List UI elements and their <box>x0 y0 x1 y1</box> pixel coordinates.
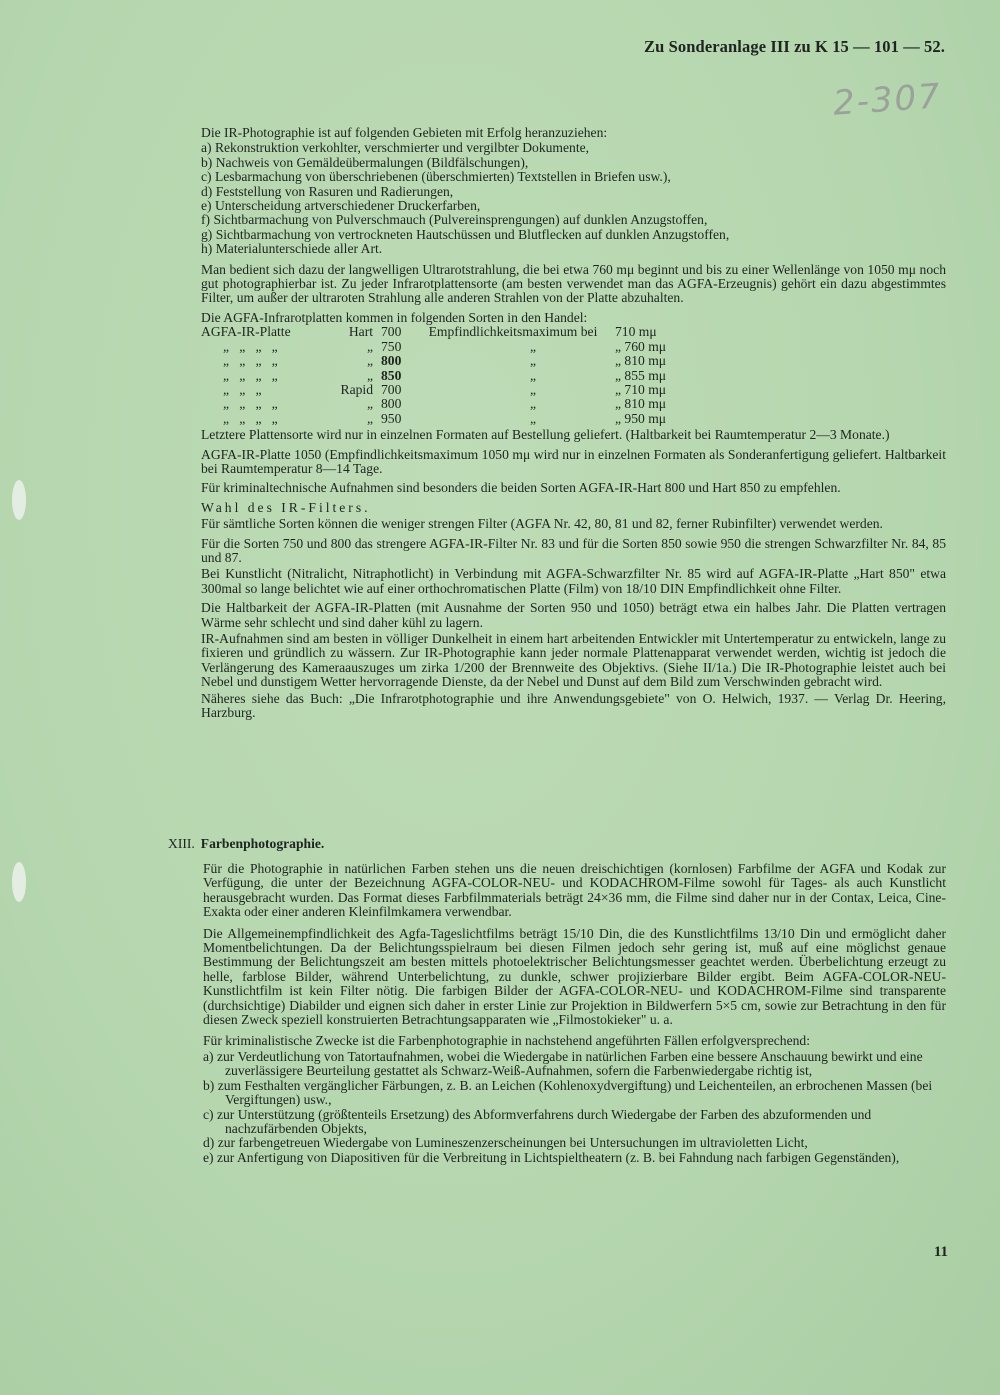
punch-hole <box>12 862 26 902</box>
list-item: c) zur Unterstützung (größtenteils Ersetzung) des Abformverfahrens durch Wiedergabe der Farben des abzuformenden und nachzufärbenden Objekts, <box>203 1106 872 1136</box>
punch-hole <box>12 480 26 520</box>
section-title: Farbenphotographie. <box>200 836 325 851</box>
list-item: h) Materialunterschiede aller Art. <box>201 241 383 257</box>
table-row: „ „ „ Rapid 700 „ „ 710 mμ <box>223 381 667 397</box>
paragraph: Die Haltbarkeit der AGFA-IR-Platten (mit Ausnahme der Sorten 950 und 1050) beträgt etwa ein halbes Jahr. Die Platten vertragen Wärme sehr schlecht und sind daher kühl zu lagern. <box>201 600 946 630</box>
subheading: Wahl des IR-Filters. <box>201 499 371 515</box>
list-item: b) zum Festhalten vergänglicher Färbungen, z. B. an Leichen (Kohlenoxydvergiftung) und Leichenteilen, an erbrochenen Massen (bei Vergiftungen) usw., <box>203 1077 933 1108</box>
paragraph: Man bedient sich dazu der langwelligen Ultrarotstrahlung, die bei etwa 760 mμ beginnt und bis zu einer Wellenlänge von 1050 mμ noch gut photographierbar ist. Zu jeder Infrarotplattensorte (am besten verwendet man das AGFA-Erzeugnis) gehört ein dazu abgestimmtes Filter, um außer der ultraroten Strahlung alle anderen Strahlen von der Platte abzuhalten. <box>201 261 946 306</box>
list-item: c) Lesbarmachung von überschriebenen (überschmierten) Textstellen in Briefen usw.), <box>201 169 671 185</box>
list-item: f) Sichtbarmachung von Pulverschmauch (Pulvereinsprengungen) auf dunklen Anzugstoffen, <box>201 212 708 228</box>
fields-list <box>201 141 946 256</box>
list-item: a) zur Verdeutlichung von Tatortaufnahmen, wobei die Wiedergabe in natürlichen Farben eine bessere Anschauung bewirkt und eine zuverlässigere Beurteilung gestattet als Schwarz-Weiß-Aufnahmen, sofern die Farbenwiedergabe richtig ist, <box>203 1048 923 1079</box>
section-number: XIII. <box>168 836 195 851</box>
page-header: Zu Sonderanlage III zu K 15 — 101 — 52. <box>644 37 945 56</box>
paragraph: IR-Aufnahmen sind am besten in völliger Dunkelheit in einem hart arbeitenden Entwickler mit Untertemperatur zu entwickeln, lange zu fixieren und gründlich zu wässern. Zur IR-Photographie kann jeder normale Plattenapparat verwendet werden, wichtig ist jedoch die Verlängerung des Kameraauszuges um zirka 1/200 der Brennweite des Objektivs. (Siehe II/1a.) Die IR-Photographie leistet auch bei Nebel und dunstigem Wetter hervorragende Dienste, da der Nebel und Dunst auf dem Bild zum Verschwinden gebracht wird. <box>201 631 946 690</box>
table-row: „ „ „ „ „ 750 „ „ 760 mμ <box>223 338 667 354</box>
paragraph: Die Allgemeinempfindlichkeit des Agfa-Tageslichtfilms beträgt 15/10 Din, die des Kunstlichtfilms 13/10 Din und ermöglicht daher Momentbelichtungen. Da der Belichtungsspielraum bei diesen Filmen jedoch sehr gering ist, muß auf eine möglichst genaue Bestimmung der Belichtungszeit am besten mittels photoelektrischer Belichtungsmesser geachtet werden. Überbelichtung erzeugt zu helle, farblose Bilder, während Unterbelichtung, zu dunkle, schwer projizierbare Bilder ergibt. Beim AGFA-COLOR-NEU-Kunstlichtfilm ist kein Filter nötig. Die farbigen Bilder der AGFA-COLOR-NEU- und KODACHROM-Filme sind transparente (durchsichtige) Diabilder und eignen sich daher in erster Linie zur Projektion in Bildwerfern 5×5 cm, sowie zur Betrachtung in den für diesen Zweck speziell konstruierten Betrachtungsapparaten wie „Filmostokieker" u. a. <box>203 925 946 1028</box>
paragraph: Für kriminalistische Zwecke ist die Farbenphotographie in nachstehend angeführten Fällen erfolgversprechend: <box>203 1033 810 1049</box>
paragraph: Bei Kunstlicht (Nitralicht, Nitraphotlicht) in Verbindung mit AGFA-Schwarzfilter Nr. 85 wird auf AGFA-IR-Platte „Hart 850" etwa 300mal so lange belichtet wie auf einer orthochromatischen Platte (Film) von 18/10 DIN Empfindlichkeit ohne Filter. <box>201 566 946 596</box>
plates-intro: Die AGFA-Infrarotplatten kommen in folgenden Sorten in den Handel: <box>201 309 588 325</box>
paragraph: Für kriminaltechnische Aufnahmen sind besonders die beiden Sorten AGFA-IR-Hart 800 und Hart 850 zu empfehlen. <box>201 480 841 496</box>
color-section <box>203 862 946 1171</box>
list-item: g) Sichtbarmachung von vertrockneten Hautschüssen und Blutflecken auf dunklen Anzugstoffen, <box>201 226 730 242</box>
paragraph: Für sämtliche Sorten können die weniger strengen Filter (AGFA Nr. 42, 80, 81 und 82, ferner Rubinfilter) verwendet werden. <box>201 516 883 532</box>
paragraph: AGFA-IR-Platte 1050 (Empfindlichkeitsmaximum 1050 mμ wird nur in einzelnen Formaten als Sonderanfertigung geliefert. Haltbarkeit bei Raumtemperatur 8—14 Tage. <box>201 446 946 476</box>
table-row: „ „ „ „ „ 950 „ „ 950 mμ <box>223 410 667 426</box>
list-item: e) Unterscheidung artverschiedener Druckerfarben, <box>201 198 481 214</box>
page-number: 11 <box>933 1244 948 1260</box>
table-row: „ „ „ „ „ 800 „ „ 810 mμ <box>223 353 667 369</box>
intro-line: Die IR-Photographie ist auf folgenden Gebieten mit Erfolg heranzuziehen: <box>201 125 608 140</box>
paragraph: Für die Sorten 750 und 800 das strengere AGFA-IR-Filter Nr. 83 und für die Sorten 850 sowie 950 die strengen Schwarzfilter Nr. 84, 85 und 87. <box>201 535 946 565</box>
plates-table <box>201 325 666 426</box>
uses-list <box>203 1050 946 1165</box>
list-item: d) zur farbengetreuen Wiedergabe von Lumineszenzerscheinungen bei Untersuchungen im ultravioletten Licht, <box>203 1135 808 1151</box>
handwritten-stamp: 2-307 <box>831 76 944 124</box>
ir-section <box>201 126 946 725</box>
list-item: d) Feststellung von Rasuren und Radierungen, <box>201 183 454 199</box>
paragraph: Näheres siehe das Buch: „Die Infrarotphotographie und ihre Anwendungsgebiete" von O. Helwich, 1937. — Verlag Dr. Heering, Harzburg. <box>201 690 946 721</box>
list-item: b) Nachweis von Gemäldeübermalungen (Bildfälschungen), <box>201 154 529 170</box>
list-item: a) Rekonstruktion verkohlter, verschmierter und vergilbter Dokumente, <box>201 140 590 156</box>
paragraph: Für die Photographie in natürlichen Farben stehen uns die neuen dreischichtigen (kornlosen) Farbfilme der AGFA und Kodak zur Verfügung, die unter der Bezeichnung AGFA-COLOR-NEU- und KODACHROM-Filme sowohl für Tages- als auch Kunstlicht herausgebracht wurden. Das Format dieses Farbfilmmaterials beträgt 24×36 mm, die Filme sind daher nur in der Contax, Leica, Cine-Exakta oder einer anderen Kleinfilmkamera verwendbar. <box>203 861 946 920</box>
table-row: „ „ „ „ „ 800 „ „ 810 mμ <box>223 396 667 412</box>
paragraph: Letztere Plattensorte wird nur in einzelnen Formaten auf Bestellung geliefert. (Haltbarkeit bei Raumtemperatur 2—3 Monate.) <box>201 427 890 443</box>
list-item: e) zur Anfertigung von Diapositiven für die Verbreitung in Lichtspieltheatern (z. B. bei Fahndung nach farbigen Gegenständen), <box>203 1149 900 1165</box>
table-row: AGFA-IR-Platte Hart 700 Empfindlichkeitsmaximum bei 710 mμ <box>201 324 657 340</box>
table-row: „ „ „ „ „ 850 „ „ 855 mμ <box>223 367 667 383</box>
section-heading <box>168 836 324 852</box>
